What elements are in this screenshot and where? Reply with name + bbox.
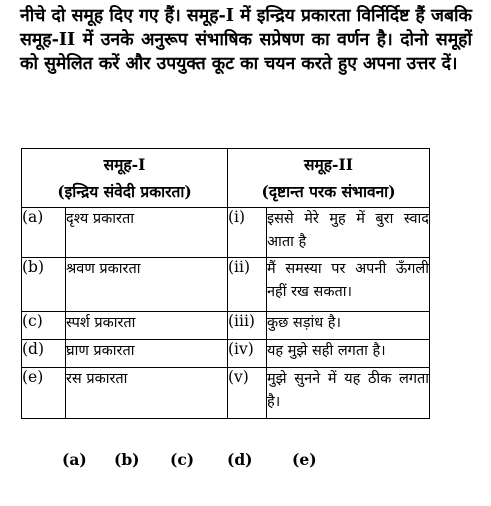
option-col-a: (a) [62, 450, 87, 469]
table-row [22, 368, 430, 419]
matching-table [21, 148, 430, 419]
right-label: (ii) [228, 258, 267, 312]
option-col-e: (e) [292, 450, 317, 469]
right-text: यह मुझे सही लगता है। [267, 340, 430, 368]
right-label: (v) [228, 368, 267, 419]
table-row [22, 258, 430, 312]
left-text: रस प्रकारता [66, 368, 228, 419]
group2-header [228, 149, 430, 208]
right-label: (iv) [228, 340, 267, 368]
table-row [22, 340, 430, 368]
right-text: मैं समस्या पर अपनी ऊँगली नहीं रख सकता। [267, 258, 430, 312]
group2-subtitle: (दृष्टान्त परक संभावना) [261, 182, 396, 201]
left-label: (b) [22, 258, 66, 312]
option-col-c: (c) [170, 450, 195, 469]
right-text: कुछ सड़ांध है। [267, 312, 430, 340]
right-text: इससे मेरे मुह में बुरा स्वाद आता है [267, 208, 430, 258]
table-row [22, 208, 430, 258]
left-text: स्पर्श प्रकारता [66, 312, 228, 340]
right-label: (i) [228, 208, 267, 258]
option-col-d: (d) [227, 450, 253, 469]
table-row [22, 312, 430, 340]
table-header-row [22, 149, 430, 208]
group1-header [22, 149, 228, 208]
left-text: घ्राण प्रकारता [66, 340, 228, 368]
right-label: (iii) [228, 312, 267, 340]
group2-title: समूह-II [304, 155, 353, 174]
left-label: (e) [22, 368, 66, 419]
left-label: (d) [22, 340, 66, 368]
group1-title: समूह-I [103, 155, 146, 174]
left-label: (c) [22, 312, 66, 340]
group1-subtitle: (इन्द्रिय संवेदी प्रकारता) [57, 182, 192, 201]
option-col-b: (b) [114, 450, 140, 469]
left-text: श्रवण प्रकारता [66, 258, 228, 312]
right-text: मुझे सुनने में यह ठीक लगता है। [267, 368, 430, 419]
left-label: (a) [22, 208, 66, 258]
question-text: नीचे दो समूह दिए गए हैं। समूह-I में इन्द्रिय प्रकारता विर्निर्दिष्ट हैं जबकि समूह-II में उनके अनुरूप संभाषिक सप्रेषण का वर्णन है। दोनो समूहों को सुमेलित करें और उपयुक्त कूट का चयन करते हुए अपना उत्तर दें। [20, 6, 472, 74]
left-text: दृश्य प्रकारता [66, 208, 228, 258]
